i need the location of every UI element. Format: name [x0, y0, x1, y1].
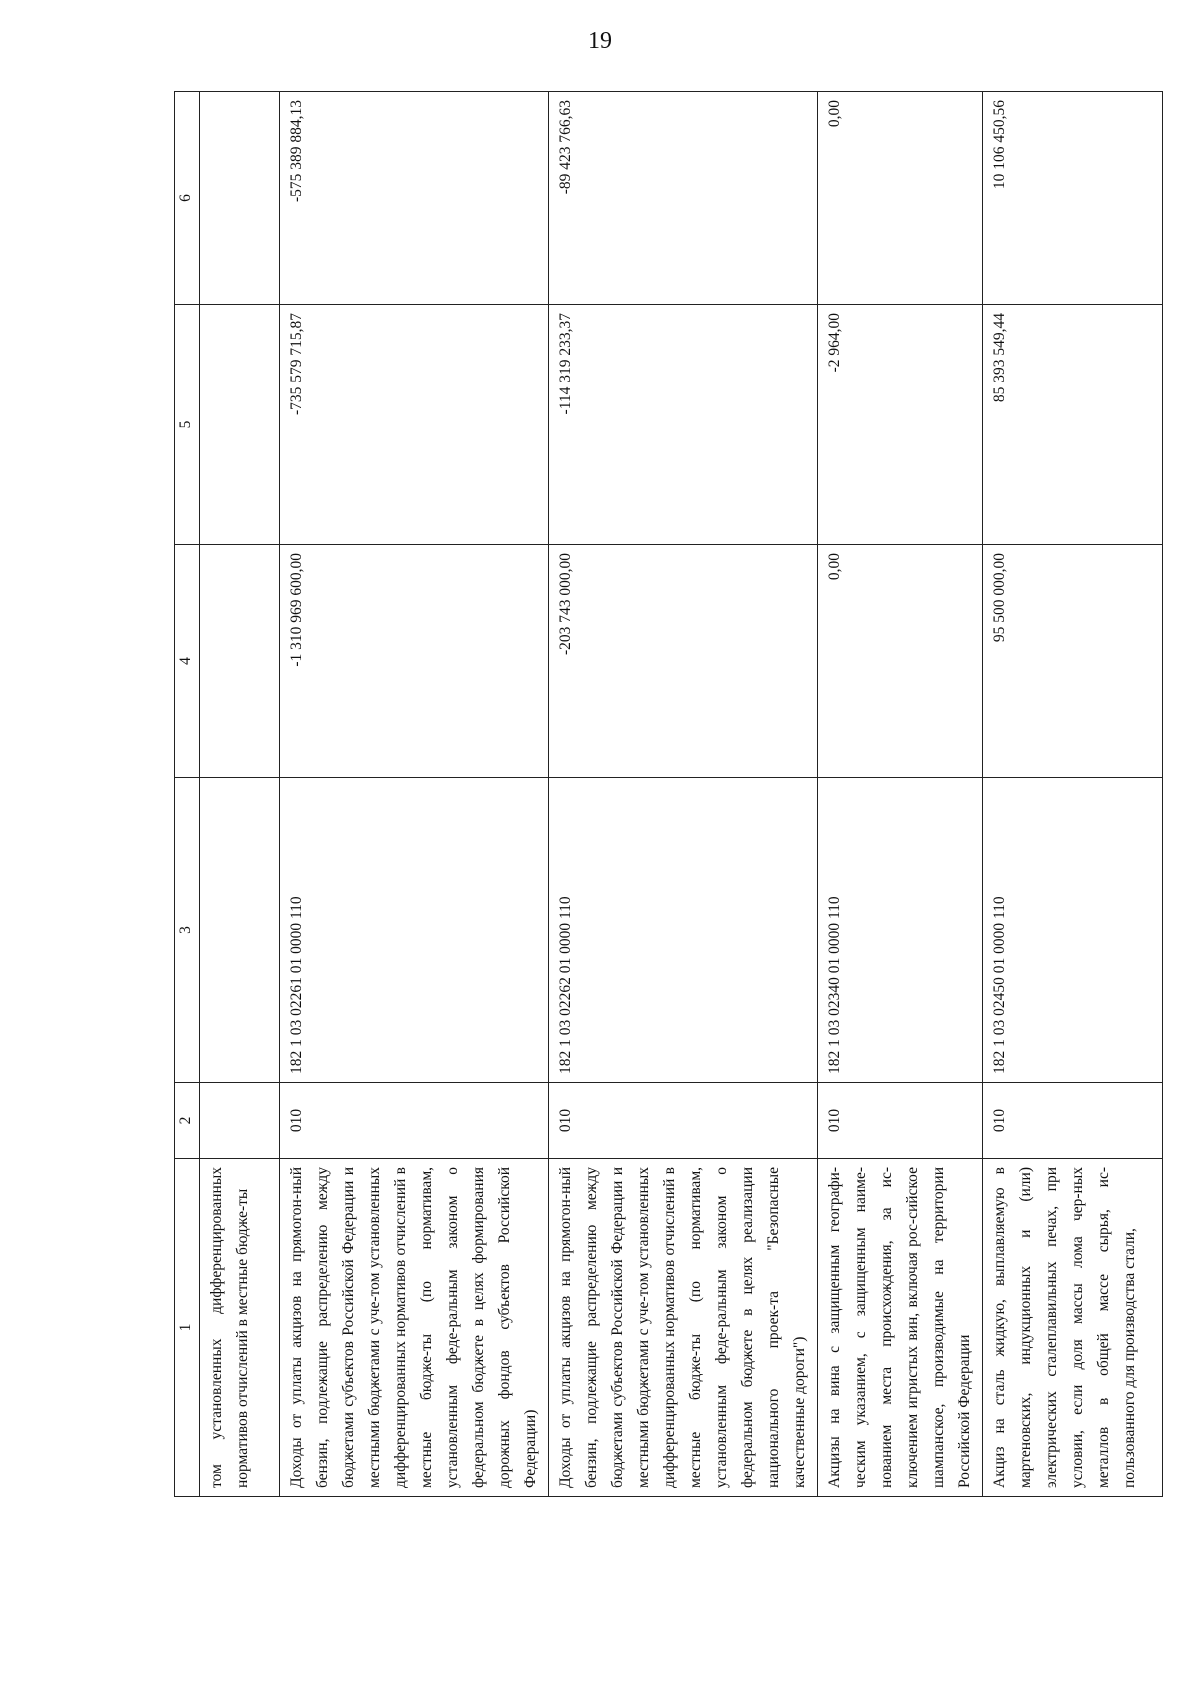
row-code — [200, 1083, 280, 1159]
table-row — [280, 92, 549, 1497]
row-code: 010 — [280, 1083, 549, 1159]
table-row — [549, 92, 818, 1497]
row-col5: 85 393 549,44 — [983, 305, 1163, 545]
row-col4: -1 310 969 600,00 — [280, 545, 549, 778]
budget-revenue-table — [174, 91, 1163, 1497]
row-name: Доходы от уплаты акцизов на прямогон-ный бензин, подлежащие распределению между бюджетами субъектов Российской Федерации и местными бюджетами с уче-том установленных дифференцированных нормативов отчислений в местные бюдже-ты (по нормативам, установленным феде-ральным законом о федеральном бюджете в целях реализации национального проек-та "Безопасные качественные дороги") — [549, 1159, 818, 1497]
page-number: 19 — [588, 28, 612, 54]
row-col4 — [200, 545, 280, 778]
row-col4: 95 500 000,00 — [983, 545, 1163, 778]
row-col6: -575 389 884,13 — [280, 92, 549, 305]
header-col-4: 4 — [175, 545, 200, 778]
row-kbk: 182 1 03 02340 01 0000 110 — [818, 778, 983, 1083]
header-col-2: 2 — [175, 1083, 200, 1159]
row-name: Акцизы на вина с защищенным географи-ческим указанием, с защищенным наиме-нованием места происхождения, за ис-ключением игристых вин, включая рос-сийское шампанское, производимые на территории Российской Федерации — [818, 1159, 983, 1497]
row-col6 — [200, 92, 280, 305]
row-col6: -89 423 766,63 — [549, 92, 818, 305]
row-name: Доходы от уплаты акцизов на прямогон-ный бензин, подлежащие распределению между бюджетами субъектов Российской Федерации и местными бюджетами с уче-том установленных дифференцированных нормативов отчислений в местные бюдже-ты (по нормативам, установленным феде-ральным законом о федеральном бюджете в целях формирования дорожных фондов субъектов Российской Федерации) — [280, 1159, 549, 1497]
table-container — [174, 92, 1138, 1497]
row-code: 010 — [549, 1083, 818, 1159]
row-col6: 0,00 — [818, 92, 983, 305]
table-header-row — [175, 92, 200, 1497]
row-col6: 10 106 450,56 — [983, 92, 1163, 305]
row-col4: -203 743 000,00 — [549, 545, 818, 778]
table-row — [200, 92, 280, 1497]
row-kbk — [200, 778, 280, 1083]
header-col-6: 6 — [175, 92, 200, 305]
row-col5: -735 579 715,87 — [280, 305, 549, 545]
row-code: 010 — [818, 1083, 983, 1159]
header-col-3: 3 — [175, 778, 200, 1083]
table-row — [983, 92, 1163, 1497]
row-col5: -114 319 233,37 — [549, 305, 818, 545]
header-col-5: 5 — [175, 305, 200, 545]
header-col-1: 1 — [175, 1159, 200, 1497]
table-rotated-wrapper — [174, 92, 1138, 1497]
row-name: Акциз на сталь жидкую, выплавляемую в мартеновских, индукционных и (или) электрических сталеплавильных печах, при условии, если доля массы лома чер-ных металлов в общей массе сырья, ис-пользованного для производства стали, — [983, 1159, 1163, 1497]
row-col5: -2 964,00 — [818, 305, 983, 545]
row-col5 — [200, 305, 280, 545]
row-kbk: 182 1 03 02450 01 0000 110 — [983, 778, 1163, 1083]
row-kbk: 182 1 03 02262 01 0000 110 — [549, 778, 818, 1083]
row-name: том установленных дифференцированных нормативов отчислений в местные бюдже-ты — [200, 1159, 280, 1497]
row-code: 010 — [983, 1083, 1163, 1159]
row-kbk: 182 1 03 02261 01 0000 110 — [280, 778, 549, 1083]
table-row — [818, 92, 983, 1497]
row-col4: 0,00 — [818, 545, 983, 778]
